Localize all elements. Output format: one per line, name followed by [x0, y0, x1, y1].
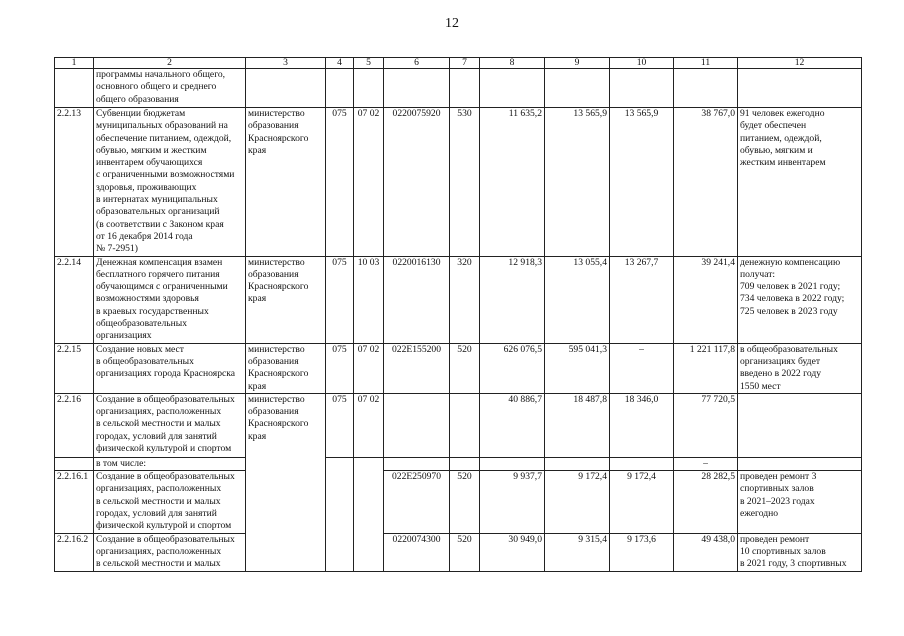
- row-number-cell: [55, 457, 94, 470]
- item-name-cell: [94, 471, 246, 533]
- amount-2023-cell: [610, 393, 674, 457]
- grbs-code: 075: [332, 256, 347, 268]
- amount-2022-cell: [545, 69, 610, 108]
- amount-2022: 13 055,4: [573, 256, 607, 268]
- executor-cell: [246, 393, 326, 457]
- header-cell: 1: [55, 58, 94, 69]
- amount-2022: 595 041,3: [568, 343, 607, 355]
- expected-result: проведен ремонт 3 спортивных залов в 2021–2023 годах ежегодно: [740, 471, 817, 520]
- amount-total: 49 438,0: [701, 533, 735, 545]
- header-cell: 12: [738, 58, 862, 69]
- expected-result: денежную компенсацию получат: 709 человек в 2021 году; 734 человека в 2022 году; 725 человек в 2023 году: [740, 256, 845, 317]
- amount-2021-cell: [480, 343, 545, 393]
- target-code: 0220074300: [392, 533, 441, 545]
- row-number: 2.2.16.2: [57, 533, 89, 545]
- section-code-cell: [354, 457, 384, 470]
- section-code: 07 02: [357, 108, 380, 119]
- amount-2022-cell: [545, 343, 610, 393]
- grbs-code-cell: [326, 471, 354, 533]
- table-row: [55, 69, 862, 108]
- item-name-cell: [94, 256, 246, 343]
- item-name-cell: [94, 69, 246, 108]
- amount-total-cell: [674, 108, 738, 257]
- expense-type-cell: [450, 471, 480, 533]
- grbs-code: 075: [332, 108, 347, 119]
- target-code-cell: [384, 533, 450, 571]
- row-number-cell: [55, 343, 94, 393]
- amount-2023-cell: [610, 256, 674, 343]
- amount-2021: 9 937,7: [513, 471, 542, 483]
- expense-type-cell: [450, 533, 480, 571]
- item-name: Создание новых мест в общеобразовательных организациях города Красноярска: [96, 343, 236, 380]
- expected-result-cell: [738, 108, 862, 257]
- target-code-cell: [384, 256, 450, 343]
- executor-cell: [246, 457, 326, 470]
- header-cell: 3: [246, 58, 326, 69]
- row-number-cell: [55, 69, 94, 108]
- amount-total-cell: [674, 457, 738, 470]
- amount-2022: 9 172,4: [578, 471, 607, 483]
- amount-total-cell: [674, 533, 738, 571]
- row-number-cell: [55, 393, 94, 457]
- row-number: 2.2.15: [57, 343, 81, 355]
- amount-2021-cell: [480, 108, 545, 257]
- grbs-code-cell: [326, 69, 354, 108]
- amount-2023: 9 173,6: [627, 533, 656, 545]
- expected-result-cell: [738, 471, 862, 533]
- amount-total: 39 241,4: [701, 256, 735, 268]
- amount-2023: 18 346,0: [624, 393, 659, 405]
- amount-2023: 9 172,4: [627, 471, 656, 483]
- header-cell: 10: [610, 58, 674, 69]
- amount-2022: 9 315,4: [578, 533, 607, 545]
- amount-2021-cell: [480, 393, 545, 457]
- amount-2021-cell: [480, 533, 545, 571]
- item-name-cell: [94, 533, 246, 571]
- amount-2023: –: [639, 343, 644, 355]
- amount-total-cell: [674, 256, 738, 343]
- row-number: 2.2.14: [57, 256, 81, 268]
- table-row: [55, 256, 862, 343]
- item-name: Создание в общеобразовательных организациях, расположенных в сельской местности и малых городах, условий для занятий физической культурой и спортом: [96, 393, 235, 455]
- target-code: 022E155200: [391, 343, 442, 355]
- table-row: [55, 108, 862, 257]
- amount-total: 38 767,0: [701, 108, 735, 119]
- executor-cell: [246, 108, 326, 257]
- expense-type-cell: [450, 108, 480, 257]
- expense-type: 520: [457, 471, 472, 483]
- amount-2021: 40 886,7: [508, 393, 542, 405]
- table-body: [55, 58, 862, 572]
- amount-total-cell: [674, 343, 738, 393]
- amount-2022: 18 487,8: [573, 393, 607, 405]
- table-row: [55, 533, 862, 571]
- expense-type-cell: [450, 393, 480, 457]
- amount-total: 28 282,5: [701, 471, 735, 483]
- expected-result: в общеобразовательных организациях будет введено в 2022 году 1550 мест: [740, 343, 838, 392]
- expected-result-cell: [738, 393, 862, 457]
- grbs-code: 075: [332, 393, 347, 405]
- table-row: [55, 343, 862, 393]
- amount-2022-cell: [545, 256, 610, 343]
- header-cell: 7: [450, 58, 480, 69]
- expected-result-cell: [738, 343, 862, 393]
- target-code-cell: [384, 471, 450, 533]
- amount-total-cell: [674, 471, 738, 533]
- item-name: Создание в общеобразовательных организациях, расположенных в сельской местности и малых городах, условий для занятий физической культурой и спортом: [96, 471, 235, 532]
- expected-result-cell: [738, 69, 862, 108]
- amount-2023-cell: [610, 108, 674, 257]
- target-code: 022E250970: [391, 471, 442, 483]
- section-code-cell: [354, 393, 384, 457]
- row-number-cell: [55, 471, 94, 533]
- amount-2021: 11 635,2: [508, 108, 542, 119]
- expected-result: проведен ремонт 10 спортивных залов в 2021 году, 3 спортивных: [740, 533, 847, 570]
- header-cell: 9: [545, 58, 610, 69]
- item-name: в том числе:: [96, 457, 147, 469]
- grbs-code-cell: [326, 256, 354, 343]
- amount-2022-cell: [545, 471, 610, 533]
- expense-type-cell: [450, 69, 480, 108]
- expense-type-cell: [450, 457, 480, 470]
- header-cell: 6: [384, 58, 450, 69]
- section-code-cell: [354, 69, 384, 108]
- table-row: [55, 457, 862, 470]
- amount-total: 77 720,5: [701, 393, 735, 405]
- grbs-code-cell: [326, 533, 354, 571]
- grbs-code-cell: [326, 108, 354, 257]
- item-name-cell: [94, 108, 246, 257]
- expense-type: 320: [457, 256, 472, 268]
- executor: министерство образования Красноярского края: [248, 256, 309, 305]
- row-number: 2.2.16: [57, 393, 81, 405]
- row-number: 2.2.13: [57, 108, 81, 119]
- expected-result-cell: [738, 457, 862, 470]
- amount-2021-cell: [480, 256, 545, 343]
- executor-cell: [246, 533, 326, 571]
- amount-total: –: [703, 457, 708, 469]
- executor-cell: [246, 343, 326, 393]
- grbs-code-cell: [326, 343, 354, 393]
- item-name: Денежная компенсация взамен бесплатного горячего питания обучающимся с ограниченными возможностями здоровья в краевых государственных общеобразовательных организациях: [96, 256, 228, 342]
- section-code-cell: [354, 256, 384, 343]
- row-number: 2.2.16.1: [57, 471, 89, 483]
- page-number: 12: [445, 16, 459, 31]
- amount-2023-cell: [610, 69, 674, 108]
- expense-type-cell: [450, 343, 480, 393]
- target-code-cell: [384, 343, 450, 393]
- section-code-cell: [354, 533, 384, 571]
- section-code: 07 02: [357, 393, 380, 405]
- amount-2022: 13 565,9: [573, 108, 607, 119]
- amount-total-cell: [674, 393, 738, 457]
- amount-2021-cell: [480, 457, 545, 470]
- amount-2022-cell: [545, 533, 610, 571]
- amount-2021: 626 076,5: [503, 343, 542, 355]
- section-code: 10 03: [357, 256, 380, 268]
- row-number-cell: [55, 108, 94, 257]
- expense-type-cell: [450, 256, 480, 343]
- target-code: 0220016130: [392, 256, 441, 268]
- section-code: 07 02: [357, 343, 380, 355]
- amount-2022-cell: [545, 457, 610, 470]
- amount-2021: 30 949,0: [508, 533, 542, 545]
- header-cell: 11: [674, 58, 738, 69]
- amount-total: 1 221 117,8: [689, 343, 735, 355]
- header-cell: 5: [354, 58, 384, 69]
- row-number-cell: [55, 533, 94, 571]
- section-code-cell: [354, 108, 384, 257]
- executor: министерство образования Красноярского края: [248, 393, 309, 442]
- expected-result: 91 человек ежегодно будет обеспечен питанием, одеждой, обувью, мягким и жестким инвентарем: [740, 108, 826, 169]
- amount-2022-cell: [545, 393, 610, 457]
- table-row: [55, 393, 862, 457]
- amount-2023-cell: [610, 471, 674, 533]
- item-name: Субвенции бюджетам муниципальных образований на обеспечение питанием, одеждой, обувью, мягким и жестким инвентарем обучающихся с ограниченными возможностями здоровья, проживающих в интернатах муниципальных образовательных организаций (в соответствии с Законом края от 16 декабря 2014 года № 7-2951): [96, 108, 235, 255]
- amount-2023-cell: [610, 533, 674, 571]
- header-cell: 4: [326, 58, 354, 69]
- section-code-cell: [354, 343, 384, 393]
- executor-cell: [246, 256, 326, 343]
- amount-2023: 13 267,7: [624, 256, 659, 268]
- amount-total-cell: [674, 69, 738, 108]
- item-name-cell: [94, 393, 246, 457]
- amount-2021-cell: [480, 471, 545, 533]
- header-row: [55, 58, 862, 69]
- grbs-code: 075: [332, 343, 347, 355]
- executor-cell: [246, 471, 326, 533]
- item-name: программы начального общего, основного общего и среднего общего образования: [96, 69, 226, 105]
- grbs-code-cell: [326, 457, 354, 470]
- expected-result-cell: [738, 533, 862, 571]
- expected-result-cell: [738, 256, 862, 343]
- item-name-cell: [94, 457, 246, 470]
- expense-type: 520: [457, 533, 472, 545]
- header-cell: 8: [480, 58, 545, 69]
- target-code-cell: [384, 457, 450, 470]
- amount-2022-cell: [545, 108, 610, 257]
- budget-table: [54, 57, 862, 572]
- item-name-cell: [94, 343, 246, 393]
- header-cell: 2: [94, 58, 246, 69]
- expense-type: 530: [457, 108, 472, 119]
- amount-2023-cell: [610, 457, 674, 470]
- item-name: Создание в общеобразовательных организациях, расположенных в сельской местности и малых: [96, 533, 235, 570]
- amount-2023: 13 565,9: [624, 108, 659, 119]
- target-code-cell: [384, 393, 450, 457]
- target-code-cell: [384, 108, 450, 257]
- target-code: 0220075920: [392, 108, 441, 119]
- table-row: [55, 471, 862, 533]
- grbs-code-cell: [326, 393, 354, 457]
- amount-2021-cell: [480, 69, 545, 108]
- executor: министерство образования Красноярского края: [248, 108, 309, 156]
- amount-2021: 12 918,3: [508, 256, 542, 268]
- expense-type: 520: [457, 343, 472, 355]
- amount-2023-cell: [610, 343, 674, 393]
- section-code-cell: [354, 471, 384, 533]
- executor-cell: [246, 69, 326, 108]
- executor: министерство образования Красноярского края: [248, 343, 309, 392]
- target-code-cell: [384, 69, 450, 108]
- row-number-cell: [55, 256, 94, 343]
